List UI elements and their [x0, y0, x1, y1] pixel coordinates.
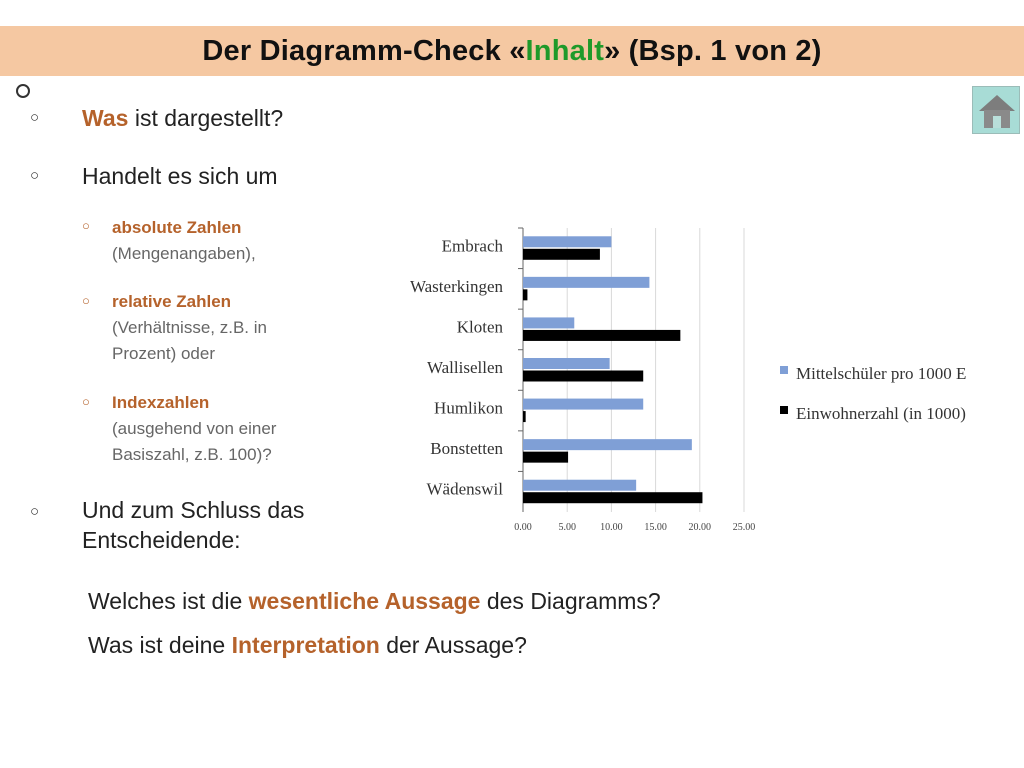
home-button[interactable]	[972, 86, 1020, 134]
circle-bullet-icon: ○	[82, 394, 90, 409]
x-tick-label: 0.00	[514, 522, 532, 533]
legend-label-mittelschueler: Mittelschüler pro 1000 E	[796, 364, 967, 383]
sub-bullet-index-text-2: Basiszahl, z.B. 100)?	[112, 445, 272, 464]
bar-mittelschueler	[523, 236, 611, 247]
sub-bullet-relative	[112, 289, 267, 367]
bullet-conclusion-line-2: Entscheidende:	[82, 527, 241, 553]
question-statement	[88, 586, 661, 616]
bar-einwohnerzahl	[523, 249, 600, 260]
keyword-was: Was	[82, 105, 129, 131]
bar-einwohnerzahl	[523, 492, 702, 503]
x-tick-label: 15.00	[644, 522, 667, 533]
bullet-conclusion	[82, 495, 304, 555]
question-interpretation-end: der Aussage?	[386, 632, 527, 658]
circle-bullet-icon: ○	[30, 503, 40, 520]
legend-swatch-einwohnerzahl	[780, 406, 788, 414]
bar-mittelschueler	[523, 480, 636, 491]
question-interpretation-start: Was ist deine	[88, 632, 226, 658]
bar-mittelschueler	[523, 439, 692, 450]
bar-einwohnerzahl	[523, 411, 526, 422]
title-text-end: » (Bsp. 1 von 2)	[604, 35, 822, 67]
category-label: Bonstetten	[430, 439, 503, 459]
circle-bullet-icon: ○	[82, 293, 90, 308]
sub-bullet-relative-text-2: Prozent) oder	[112, 344, 215, 363]
sub-bullet-index-text-1: (ausgehend von einer	[112, 419, 277, 438]
bar-chart	[376, 224, 1024, 540]
circle-bullet-icon: ○	[30, 109, 40, 126]
question-statement-end: des Diagramms?	[486, 588, 661, 614]
circle-bullet-icon	[16, 84, 30, 98]
sub-bullet-absolute-text: (Mengenangaben),	[112, 244, 256, 263]
category-label: Wädenswil	[426, 479, 503, 499]
x-tick-label: 10.00	[600, 522, 623, 533]
x-tick-label: 25.00	[732, 522, 756, 533]
keyword-absolute: absolute Zahlen	[112, 218, 242, 237]
category-label: Humlikon	[434, 398, 503, 418]
home-icon	[977, 91, 1017, 131]
category-label: Wasterkingen	[409, 276, 503, 296]
bar-einwohnerzahl	[523, 371, 643, 382]
title-bar	[0, 26, 1024, 76]
category-label: Kloten	[456, 317, 503, 337]
circle-bullet-icon: ○	[30, 167, 40, 184]
bullet-what-text: ist dargestellt?	[134, 105, 284, 131]
keyword-interpretation: Interpretation	[231, 632, 380, 658]
question-interpretation	[88, 630, 527, 660]
category-label: Wallisellen	[426, 358, 503, 377]
bar-einwohnerzahl	[523, 452, 568, 463]
keyword-index: Indexzahlen	[112, 393, 210, 412]
title-text-start: Der Diagramm-Check «	[202, 35, 526, 67]
sub-bullet-relative-text-1: (Verhältnisse, z.B. in	[112, 318, 267, 337]
bullet-conclusion-line-1: Und zum Schluss das	[82, 497, 305, 523]
sub-bullet-absolute	[112, 215, 256, 267]
category-label: Embrach	[441, 236, 503, 256]
keyword-relative: relative Zahlen	[112, 292, 232, 311]
x-tick-label: 20.00	[688, 522, 712, 533]
legend-swatch-mittelschueler	[780, 366, 788, 374]
keyword-statement: wesentliche Aussage	[248, 588, 481, 614]
bar-mittelschueler	[523, 277, 649, 288]
circle-bullet-icon: ○	[82, 218, 90, 233]
bullet-type: Handelt es sich um	[82, 163, 278, 189]
bar-einwohnerzahl	[523, 330, 680, 341]
question-statement-start: Welches ist die	[88, 588, 243, 614]
bar-mittelschueler	[523, 317, 574, 328]
sub-bullet-index	[112, 390, 276, 468]
bar-mittelschueler	[523, 399, 643, 410]
slide-title	[0, 26, 1024, 76]
x-tick-label: 5.00	[558, 522, 576, 533]
title-highlight: Inhalt	[525, 35, 605, 67]
legend-label-einwohnerzahl: Einwohnerzahl (in 1000)	[796, 404, 966, 423]
bullet-what	[82, 103, 283, 133]
bar-einwohnerzahl	[523, 289, 527, 300]
bar-mittelschueler	[523, 358, 610, 369]
